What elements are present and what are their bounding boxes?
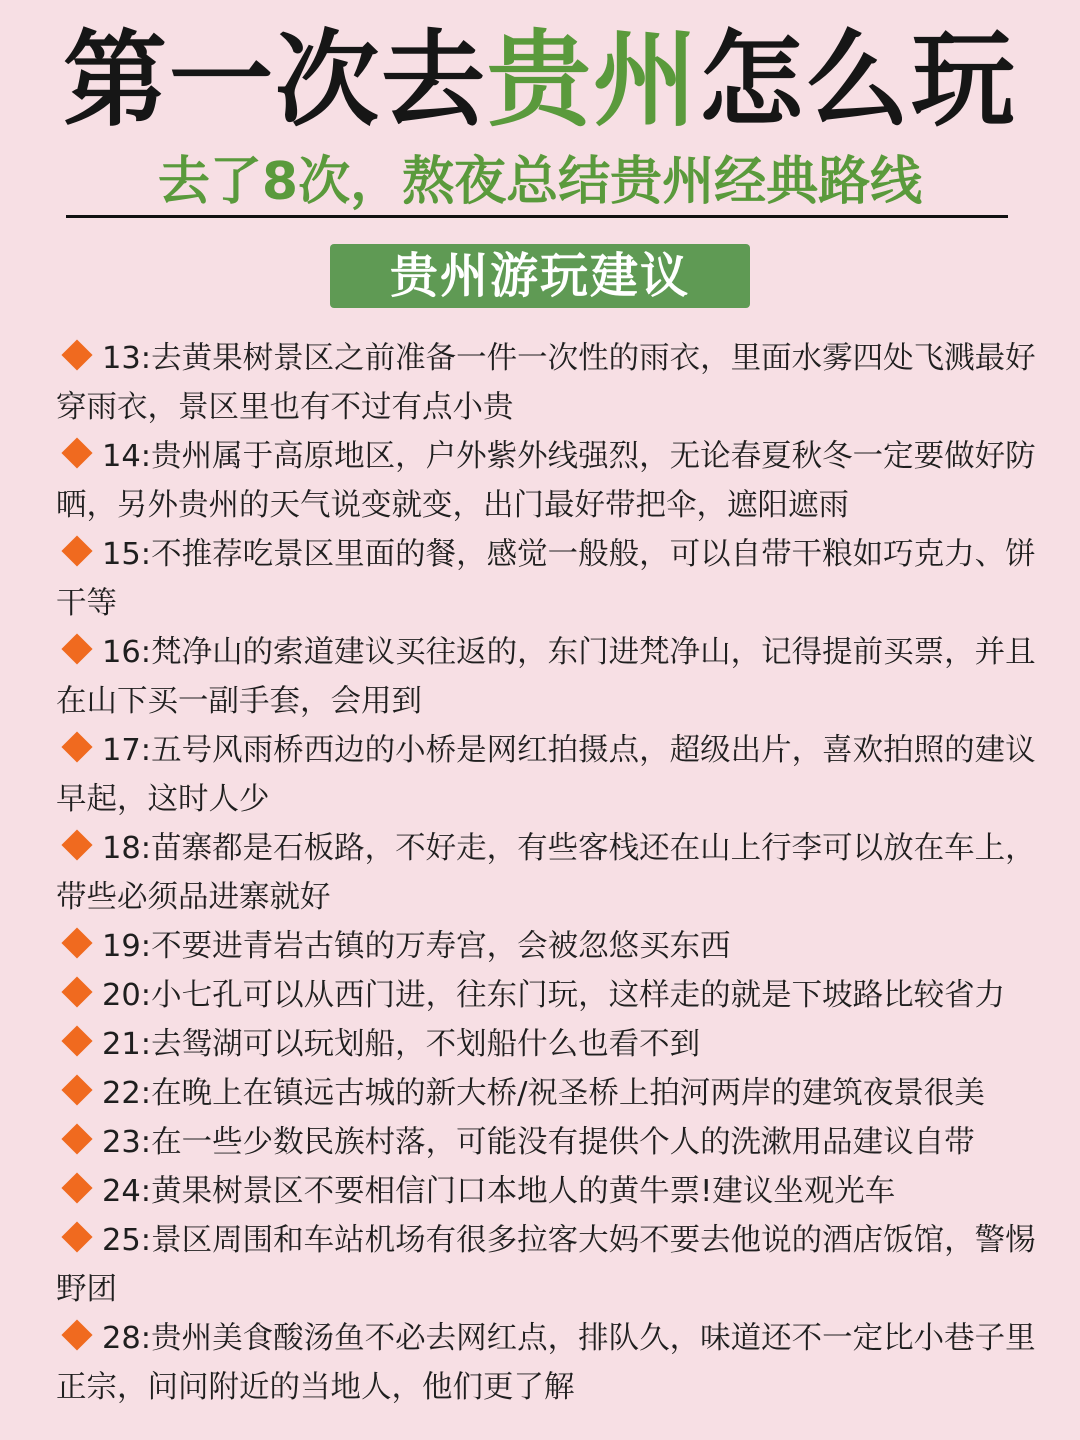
orange-diamond-icon bbox=[61, 1172, 92, 1203]
tip-text: 20:小七孔可以从西门进，往东门玩，这样走的就是下坡路比较省力 bbox=[102, 978, 1006, 1013]
orange-diamond-icon bbox=[61, 1074, 92, 1105]
page-title bbox=[0, 18, 1080, 142]
orange-diamond-icon bbox=[61, 437, 92, 468]
tip-text: 19:不要进青岩古镇的万寿宫，会被忽悠买东西 bbox=[102, 929, 731, 964]
tip-text: 22:在晚上在镇远古城的新大桥/祝圣桥上拍河两岸的建筑夜景很美 bbox=[102, 1076, 985, 1111]
page-subtitle: 去了8次，熬夜总结贵州经典路线 bbox=[157, 152, 923, 212]
orange-diamond-icon bbox=[61, 1221, 92, 1252]
tips-list bbox=[56, 334, 1056, 1412]
list-item bbox=[56, 726, 1056, 824]
title-highlight: 贵州 bbox=[486, 19, 699, 141]
tip-text: 13:去黄果树景区之前准备一件一次性的雨衣，里面水雾四处飞溅最好穿雨衣，景区里也有不过有点小贵 bbox=[56, 341, 1036, 425]
tip-text: 18:苗寨都是石板路，不好走，有些客栈还在山上行李可以放在车上，带些必须品进寨就好 bbox=[56, 831, 1036, 915]
section-heading: 贵州游玩建议 bbox=[330, 244, 750, 308]
orange-diamond-icon bbox=[61, 927, 92, 958]
tip-text: 23:在一些少数民族村落，可能没有提供个人的洗漱用品建议自带 bbox=[102, 1125, 975, 1160]
orange-diamond-icon bbox=[61, 1123, 92, 1154]
list-item bbox=[56, 1167, 1056, 1216]
list-item bbox=[56, 1020, 1056, 1069]
orange-diamond-icon bbox=[61, 731, 92, 762]
tip-text: 16:梵净山的索道建议买往返的，东门进梵净山，记得提前买票，并且在山下买一副手套，会用到 bbox=[56, 635, 1036, 719]
tip-text: 14:贵州属于高原地区，户外紫外线强烈，无论春夏秋冬一定要做好防晒，另外贵州的天气说变就变，出门最好带把伞，遮阳遮雨 bbox=[56, 439, 1036, 523]
list-item bbox=[56, 1216, 1056, 1314]
list-item bbox=[56, 628, 1056, 726]
header-divider bbox=[66, 215, 1008, 218]
title-part-2: 怎么玩 bbox=[699, 19, 1018, 141]
orange-diamond-icon bbox=[61, 1319, 92, 1350]
orange-diamond-icon bbox=[61, 829, 92, 860]
list-item bbox=[56, 1069, 1056, 1118]
list-item bbox=[56, 1118, 1056, 1167]
list-item bbox=[56, 432, 1056, 530]
tip-text: 15:不推荐吃景区里面的餐，感觉一般般，可以自带干粮如巧克力、饼干等 bbox=[56, 537, 1036, 621]
list-item bbox=[56, 1314, 1056, 1412]
tip-text: 17:五号风雨桥西边的小桥是网红拍摄点，超级出片，喜欢拍照的建议早起，这时人少 bbox=[56, 733, 1036, 817]
orange-diamond-icon bbox=[61, 633, 92, 664]
orange-diamond-icon bbox=[61, 339, 92, 370]
tip-text: 21:去鸳湖可以玩划船，不划船什么也看不到 bbox=[102, 1027, 701, 1062]
orange-diamond-icon bbox=[61, 976, 92, 1007]
tip-text: 28:贵州美食酸汤鱼不必去网红点，排队久，味道还不一定比小巷子里正宗，问问附近的当地人，他们更了解 bbox=[56, 1321, 1036, 1405]
title-part-1: 第一次去 bbox=[62, 19, 487, 141]
list-item bbox=[56, 922, 1056, 971]
orange-diamond-icon bbox=[61, 535, 92, 566]
list-item bbox=[56, 971, 1056, 1020]
tip-text: 24:黄果树景区不要相信门口本地人的黄牛票!建议坐观光车 bbox=[102, 1174, 896, 1209]
tip-text: 25:景区周围和车站机场有很多拉客大妈不要去他说的酒店饭馆，警惕野团 bbox=[56, 1223, 1036, 1307]
list-item bbox=[56, 824, 1056, 922]
orange-diamond-icon bbox=[61, 1025, 92, 1056]
list-item bbox=[56, 530, 1056, 628]
list-item bbox=[56, 334, 1056, 432]
